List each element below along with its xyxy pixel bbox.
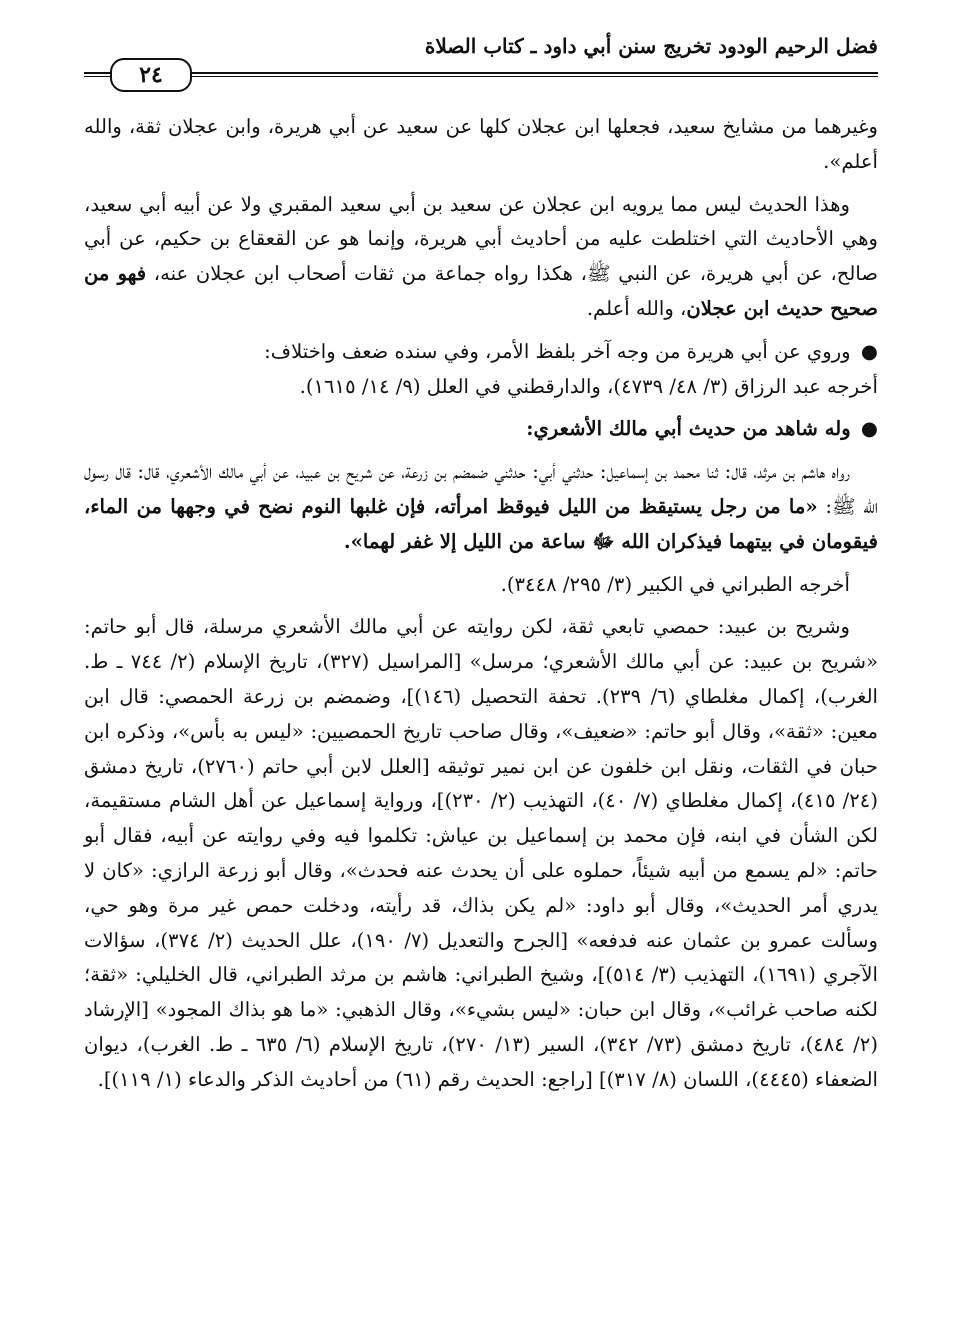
paragraph-3 bbox=[84, 335, 878, 405]
page-number: ٢٤ bbox=[110, 58, 192, 92]
paragraph-6-text: أخرجه الطبراني في الكبير (٣/ ٢٩٥/ ٣٤٤٨). bbox=[500, 572, 850, 596]
header-title: فضل الرحيم الودود تخريج سنن أبي داود ـ كتاب الصلاة bbox=[424, 34, 878, 58]
paragraph-7 bbox=[84, 610, 878, 1097]
page-body bbox=[84, 110, 878, 1106]
paragraph-7-text: وشريح بن عبيد: حمصي تابعي ثقة، لكن روايته عن أبي مالك الأشعري مرسلة، قال أبو حاتم: «شريح بن عبيد: عن أبي مالك الأشعري؛ مرسل» [المراسيل (٣٢٧)، تاريخ الإسلام (٢/ ٧٤٤ ـ ط. الغرب)، إكمال مغلطاي (٦/ ٢٣٩). تحفة التحصيل (١٤٦)]، وضمضم بن زرعة الحمصي: قال ابن معين: «ثقة»، وقال أبو حاتم: «ضعيف»، وقال صاحب تاريخ الحمصيين: «ليس به بأس»، وذكره ابن حبان في الثقات، ونقل ابن خلفون عن ابن نمير توثيقه [العلل لابن أبي حاتم (٢٧٦٠)، تاريخ دمشق (٢٤/ ٤١٥)، إكمال مغلطاي (٧/ ٤٠)، التهذيب (٢/ ٢٣٠)]، ورواية إسماعيل عن أهل الشام مستقيمة، لكن الشأن في ابنه، فإن محمد بن إسماعيل بن عياش: تكلموا فيه وفي روايته عن أبيه، فقال أبو حاتم: «لم يسمع من أبيه شيئاً، حملوه على أن يحدث عنه فحدث»، وقال أبو زرعة الرازي: «كان لا يدري أمر الحديث»، وقال أبو داود: «لم يكن بذاك، قد رأيته، ودخلت حمص غير مرة وهو حي، وسألت عمرو بن عثمان عنه فدفعه» [الجرح والتعديل (٧/ ١٩٠)، علل الحديث (٢/ ٣٧٤)، سؤالات الآجري (١٦٩١)، التهذيب (٣/ ٥١٤)]، وشيخ الطبراني: هاشم بن مرثد الطبراني، قال الخليلي: «ثقة؛ لكنه صاحب غرائب»، وقال ابن حبان: «ليس بشيء»، وقال الذهبي: «ما هو بذاك المجود» [الإرشاد (٢/ ٤٨٤)، تاريخ دمشق (٧٣/ ٣٤٢)، السير (١٣/ ٢٧٠)، تاريخ الإسلام (٦/ ٦٣٥ ـ ط. الغرب)، ديوان الضعفاء (٤٤٤٥)، اللسان (٨/ ٣١٧)] [راجع: الحديث رقم (٦١) من أحاديث الذكر والدعاء (١/ ١١٩)]. bbox=[84, 615, 879, 1091]
paragraph-1 bbox=[84, 110, 878, 180]
bullet-icon: ● bbox=[860, 339, 878, 363]
paragraph-3-source: أخرجه عبد الرزاق (٣/ ٤٨/ ٤٧٣٩)، والدارقطني في العلل (٩/ ١٤/ ١٦١٥). bbox=[299, 374, 878, 398]
paragraph-3-text: وروي عن أبي هريرة من وجه آخر بلفظ الأمر، وفي سنده ضعف واختلاف: bbox=[264, 339, 851, 363]
header-rule-thin bbox=[84, 76, 878, 77]
paragraph-2-text: وهذا الحديث ليس مما يرويه ابن عجلان عن سعيد بن أبي سعيد المقبري ولا عن أبيه أبي سعيد، وهي الأحاديث التي اختلطت عليه من أحاديث أبي هريرة، وإنما هو عن القعقاع بن حكيم، عن أبي صالح، عن أبي هريرة، عن النبي ﷺ، هكذا رواه جماعة من ثقات أصحاب ابن عجلان عنه، bbox=[84, 192, 878, 286]
paragraph-1-text: وغيرهما من مشايخ سعيد، فجعلها ابن عجلان كلها عن سعيد عن أبي هريرة، وابن عجلان ثقة، والله أعلم». bbox=[84, 115, 878, 173]
paragraph-6 bbox=[84, 568, 878, 603]
header-rule bbox=[84, 72, 878, 74]
paragraph-5-hadith: «ما من رجل يستيقظ من الليل فيوقظ امرأته، فإن غلبها النوم نضح في وجهها من الماء، فيقومان في بيتهما فيذكران الله ﷻ ساعة من الليل إلا غفر لهما». bbox=[84, 494, 878, 553]
paragraph-2-end: ، والله أعلم. bbox=[586, 296, 687, 320]
paragraph-5 bbox=[84, 455, 878, 559]
paragraph-4-heading: وله شاهد من حديث أبي مالك الأشعري: bbox=[526, 417, 851, 441]
paragraph-4 bbox=[84, 412, 878, 447]
paragraph-5-text: رواه هاشم بن مرثد، قال: ثنا محمد بن إسماعيل: حدثني أبي: حدثني ضمضم بن زرعة، عن شريح بن عبيد، عن أبي مالك الأشعري، قال: قال رسول الله ﷺ: bbox=[84, 460, 878, 518]
page-header bbox=[84, 30, 878, 100]
paragraph-2-bold: فهو من صحيح حديث ابن عجلان bbox=[84, 262, 878, 320]
bullet-icon: ● bbox=[860, 417, 878, 441]
paragraph-2 bbox=[84, 188, 878, 327]
